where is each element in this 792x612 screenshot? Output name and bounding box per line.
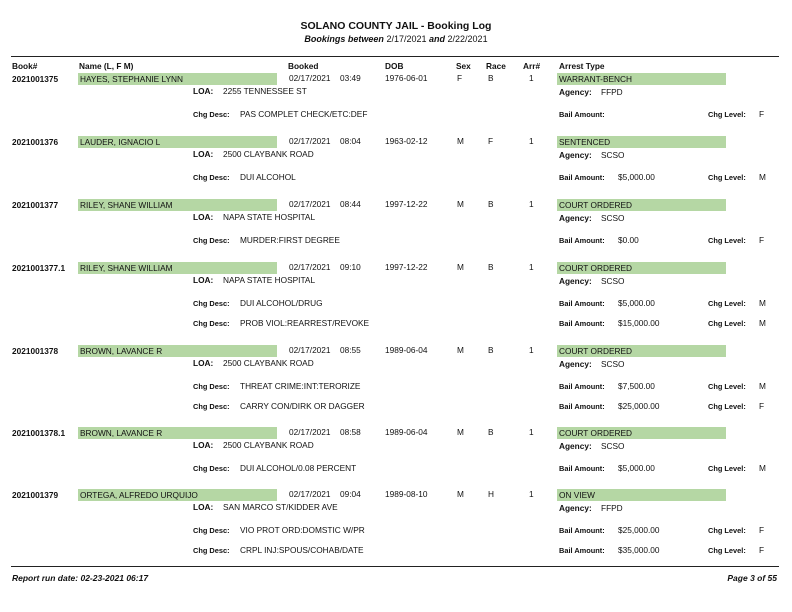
- booked-date: 02/17/2021: [289, 199, 331, 209]
- booking-record: [0, 345, 792, 411]
- chg-desc-label: Chg Desc:: [193, 173, 230, 182]
- agency-value: SCSO: [601, 150, 625, 160]
- dob: 1997-12-22: [385, 199, 428, 209]
- race: B: [488, 262, 494, 272]
- chg-desc-value: DUI ALCOHOL/0.08 PERCENT: [240, 463, 357, 473]
- arrest-type: COURT ORDERED: [559, 346, 632, 356]
- book-number: 2021001377.1: [12, 263, 66, 273]
- chg-level-value: F: [759, 401, 765, 411]
- report-run-date: Report run date: 02-23-2021 06:17: [12, 573, 149, 583]
- loa-label: LOA:: [193, 440, 214, 450]
- chg-level-value: F: [759, 545, 765, 555]
- arrest-type: ON VIEW: [559, 490, 595, 500]
- loa-label: LOA:: [193, 502, 214, 512]
- loa-label: LOA:: [193, 212, 214, 222]
- bail-amount-label: Bail Amount:: [559, 546, 605, 555]
- charge-row: [0, 401, 792, 413]
- chg-desc-value: THREAT CRIME:INT:TERORIZE: [240, 381, 361, 391]
- footer-rule: [11, 566, 779, 567]
- arrest-number: 1: [529, 73, 534, 83]
- subtitle-and: and: [429, 34, 446, 44]
- chg-desc-value: PAS COMPLET CHECK/ETC:DEF: [240, 109, 368, 119]
- booked-date: 02/17/2021: [289, 489, 331, 499]
- bail-amount-value: $5,000.00: [618, 298, 655, 308]
- chg-desc-label: Chg Desc:: [193, 382, 230, 391]
- booking-record: [0, 73, 792, 135]
- chg-desc-value: DUI ALCOHOL: [240, 172, 296, 182]
- chg-desc-label: Chg Desc:: [193, 464, 230, 473]
- loa-label: LOA:: [193, 358, 214, 368]
- charge-row: [0, 381, 792, 393]
- chg-desc-value: DUI ALCOHOL/DRUG: [240, 298, 323, 308]
- col-book: Book#: [12, 61, 38, 71]
- report-title: SOLANO COUNTY JAIL - Booking Log: [300, 20, 492, 32]
- col-arrest-type: Arrest Type: [559, 61, 605, 71]
- chg-desc-label: Chg Desc:: [193, 546, 230, 555]
- booking-record: [0, 136, 792, 198]
- loa-value: 2500 CLAYBANK ROAD: [223, 149, 314, 159]
- sex: M: [457, 427, 464, 437]
- chg-level-label: Chg Level:: [708, 546, 746, 555]
- chg-desc-value: PROB VIOL:REARREST/REVOKE: [240, 318, 370, 328]
- bail-amount-label: Bail Amount:: [559, 382, 605, 391]
- agency-value: SCSO: [601, 441, 625, 451]
- arrest-number: 1: [529, 199, 534, 209]
- inmate-name: BROWN, LAVANCE R: [80, 346, 163, 356]
- arrest-type: SENTENCED: [559, 137, 611, 147]
- bail-amount-label: Bail Amount:: [559, 299, 605, 308]
- agency-value: SCSO: [601, 276, 625, 286]
- col-arr: Arr#: [523, 61, 541, 71]
- page-number: Page 3 of 55: [727, 573, 777, 583]
- chg-level-label: Chg Level:: [708, 236, 746, 245]
- booked-date: 02/17/2021: [289, 73, 331, 83]
- bail-amount-value: $25,000.00: [618, 525, 660, 535]
- arrest-type: COURT ORDERED: [559, 263, 632, 273]
- booked-time: 08:55: [340, 345, 361, 355]
- booked-date: 02/17/2021: [289, 345, 331, 355]
- loa-label: LOA:: [193, 86, 214, 96]
- agency-label: Agency:: [559, 503, 592, 513]
- col-dob: DOB: [385, 61, 404, 71]
- dob: 1976-06-01: [385, 73, 428, 83]
- chg-desc-label: Chg Desc:: [193, 299, 230, 308]
- loa-label: LOA:: [193, 149, 214, 159]
- chg-desc-value: CRPL INJ:SPOUS/COHAB/DATE: [240, 545, 364, 555]
- agency-label: Agency:: [559, 150, 592, 160]
- booked-time: 03:49: [340, 73, 361, 83]
- col-sex: Sex: [456, 61, 471, 71]
- arrest-type: WARRANT-BENCH: [559, 74, 632, 84]
- agency-value: SCSO: [601, 359, 625, 369]
- dob: 1997-12-22: [385, 262, 428, 272]
- charge-row: [0, 525, 792, 537]
- chg-desc-label: Chg Desc:: [193, 110, 230, 119]
- charge-row: [0, 235, 792, 247]
- loa-value: 2500 CLAYBANK ROAD: [223, 358, 314, 368]
- dob: 1989-06-04: [385, 345, 428, 355]
- dob: 1963-02-12: [385, 136, 428, 146]
- arrest-type: COURT ORDERED: [559, 428, 632, 438]
- end-date: 2/22/2021: [447, 34, 488, 44]
- chg-level-label: Chg Level:: [708, 526, 746, 535]
- chg-desc-label: Chg Desc:: [193, 526, 230, 535]
- booked-date: 02/17/2021: [289, 136, 331, 146]
- book-number: 2021001379: [12, 490, 59, 500]
- bail-amount-label: Bail Amount:: [559, 526, 605, 535]
- booked-time: 09:10: [340, 262, 361, 272]
- chg-level-value: F: [759, 235, 765, 245]
- bail-amount-value: $5,000.00: [618, 172, 655, 182]
- inmate-name: LAUDER, IGNACIO L: [80, 137, 161, 147]
- report-subtitle: [0, 34, 792, 44]
- col-booked: Booked: [288, 61, 319, 71]
- start-date: 2/17/2021: [386, 34, 427, 44]
- chg-level-label: Chg Level:: [708, 464, 746, 473]
- chg-level-label: Chg Level:: [708, 173, 746, 182]
- booked-time: 08:04: [340, 136, 361, 146]
- dob: 1989-06-04: [385, 427, 428, 437]
- agency-value: SCSO: [601, 213, 625, 223]
- booked-time: 09:04: [340, 489, 361, 499]
- chg-level-label: Chg Level:: [708, 402, 746, 411]
- arrest-type: COURT ORDERED: [559, 200, 632, 210]
- inmate-name: BROWN, LAVANCE R: [80, 428, 163, 438]
- chg-desc-value: MURDER:FIRST DEGREE: [240, 235, 340, 245]
- book-number: 2021001377: [12, 200, 59, 210]
- inmate-name: ORTEGA, ALFREDO URQUIJO: [80, 490, 198, 500]
- arrest-number: 1: [529, 427, 534, 437]
- race: B: [488, 199, 494, 209]
- subtitle-prefix: Bookings between: [304, 34, 384, 44]
- agency-label: Agency:: [559, 276, 592, 286]
- race: F: [488, 136, 494, 146]
- inmate-name: RILEY, SHANE WILLIAM: [80, 263, 173, 273]
- loa-label: LOA:: [193, 275, 214, 285]
- sex: M: [457, 489, 464, 499]
- book-number: 2021001376: [12, 137, 59, 147]
- arrest-number: 1: [529, 345, 534, 355]
- chg-level-value: M: [759, 298, 766, 308]
- bail-amount-label: Bail Amount:: [559, 319, 605, 328]
- bail-amount-value: $35,000.00: [618, 545, 660, 555]
- sex: M: [457, 136, 464, 146]
- booked-time: 08:58: [340, 427, 361, 437]
- sex: M: [457, 199, 464, 209]
- booked-date: 02/17/2021: [289, 427, 331, 437]
- booking-record: [0, 489, 792, 555]
- booking-record: [0, 199, 792, 261]
- dob: 1989-08-10: [385, 489, 428, 499]
- bail-amount-label: Bail Amount:: [559, 402, 605, 411]
- race: B: [488, 73, 494, 83]
- bail-amount-label: Bail Amount:: [559, 173, 605, 182]
- chg-level-value: M: [759, 318, 766, 328]
- race: H: [488, 489, 494, 499]
- agency-value: FFPD: [601, 87, 623, 97]
- chg-desc-label: Chg Desc:: [193, 236, 230, 245]
- chg-desc-label: Chg Desc:: [193, 319, 230, 328]
- sex: M: [457, 345, 464, 355]
- race: B: [488, 345, 494, 355]
- charge-row: [0, 298, 792, 310]
- loa-value: SAN MARCO ST/KIDDER AVE: [223, 502, 338, 512]
- loa-value: NAPA STATE HOSPITAL: [223, 212, 316, 222]
- bail-amount-value: $0.00: [618, 235, 639, 245]
- arrest-number: 1: [529, 136, 534, 146]
- chg-desc-label: Chg Desc:: [193, 402, 230, 411]
- booked-date: 02/17/2021: [289, 262, 331, 272]
- sex: F: [457, 73, 463, 83]
- agency-label: Agency:: [559, 213, 592, 223]
- charge-row: [0, 109, 792, 121]
- bail-amount-value: $25,000.00: [618, 401, 660, 411]
- bail-amount-value: $7,500.00: [618, 381, 655, 391]
- agency-value: FFPD: [601, 503, 623, 513]
- book-number: 2021001378: [12, 346, 59, 356]
- agency-label: Agency:: [559, 441, 592, 451]
- loa-value: 2500 CLAYBANK ROAD: [223, 440, 314, 450]
- chg-level-label: Chg Level:: [708, 319, 746, 328]
- arrest-number: 1: [529, 262, 534, 272]
- col-race: Race: [486, 61, 506, 71]
- bail-amount-label: Bail Amount:: [559, 236, 605, 245]
- charge-row: [0, 545, 792, 557]
- book-number: 2021001378.1: [12, 428, 66, 438]
- agency-label: Agency:: [559, 87, 592, 97]
- chg-level-value: M: [759, 172, 766, 182]
- book-number: 2021001375: [12, 74, 59, 84]
- charge-row: [0, 318, 792, 330]
- chg-level-value: F: [759, 525, 765, 535]
- sex: M: [457, 262, 464, 272]
- arrest-number: 1: [529, 489, 534, 499]
- chg-level-value: M: [759, 381, 766, 391]
- bail-amount-label: Bail Amount:: [559, 110, 605, 119]
- header-top-rule: [11, 56, 779, 57]
- booked-time: 08:44: [340, 199, 361, 209]
- chg-level-value: F: [759, 109, 765, 119]
- charge-row: [0, 463, 792, 475]
- chg-desc-value: CARRY CON/DIRK OR DAGGER: [240, 401, 365, 411]
- race: B: [488, 427, 494, 437]
- chg-level-label: Chg Level:: [708, 299, 746, 308]
- bail-amount-value: $5,000.00: [618, 463, 655, 473]
- booking-record: [0, 262, 792, 328]
- chg-desc-value: VIO PROT ORD:DOMSTIC W/PR: [240, 525, 365, 535]
- booking-record: [0, 427, 792, 489]
- inmate-name: HAYES, STEPHANIE LYNN: [80, 74, 183, 84]
- loa-value: 2255 TENNESSEE ST: [223, 86, 307, 96]
- bail-amount-label: Bail Amount:: [559, 464, 605, 473]
- charge-row: [0, 172, 792, 184]
- inmate-name: RILEY, SHANE WILLIAM: [80, 200, 173, 210]
- col-name: Name (L, F M): [79, 61, 134, 71]
- chg-level-label: Chg Level:: [708, 382, 746, 391]
- bail-amount-value: $15,000.00: [618, 318, 660, 328]
- chg-level-value: M: [759, 463, 766, 473]
- chg-level-label: Chg Level:: [708, 110, 746, 119]
- agency-label: Agency:: [559, 359, 592, 369]
- loa-value: NAPA STATE HOSPITAL: [223, 275, 316, 285]
